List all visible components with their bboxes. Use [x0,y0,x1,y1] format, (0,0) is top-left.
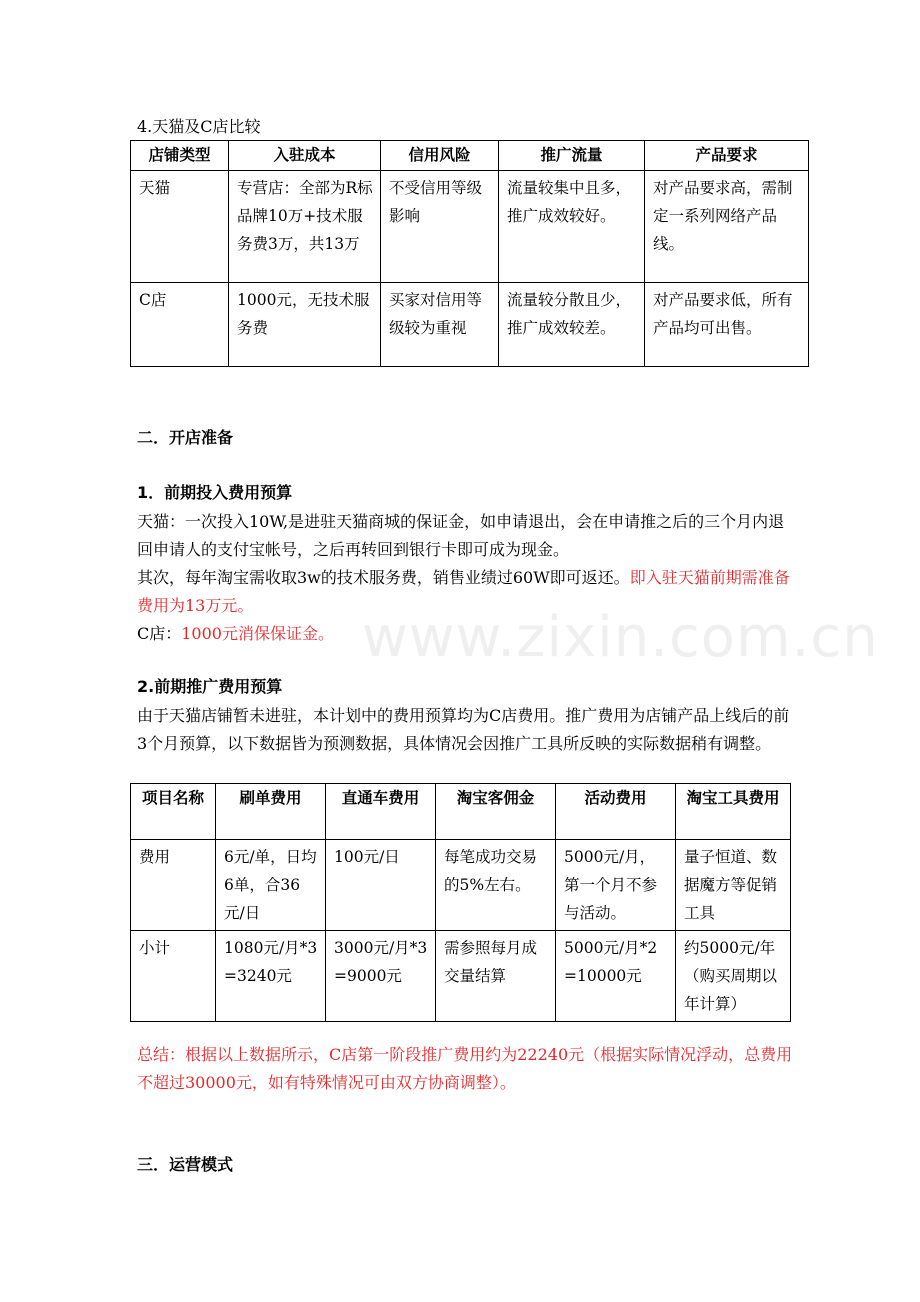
sub1-p2-highlight: 即入驻天猫前期需准备费用为13万元。 [137,568,790,615]
header-cell: 活动费用 [556,784,676,840]
header-cell: 信用风险 [381,141,499,171]
table-cell: C店 [131,283,229,367]
table-cell: 流量较分散且少，推广成效较差。 [499,283,645,367]
table-cell: 量子恒道、数据魔方等促销工具 [676,840,791,931]
table-cell: 小计 [131,931,216,1022]
table-row [131,931,791,1022]
table-cell: 6元/单，日均6单，合36元/日 [216,840,326,931]
budget-header-row [131,784,791,840]
summary-paragraph: 总结：根据以上数据所示，C店第一阶段推广费用约为22240元（根据实际情况浮动，总费用不超过30000元，如有特殊情况可由双方协商调整）。 [137,1045,793,1092]
table-cell: 对产品要求低，所有产品均可出售。 [645,283,809,367]
table-cell: 买家对信用等级较为重视 [381,283,499,367]
table-cell: 5000元/月，第一个月不参与活动。 [556,840,676,931]
sub1-paragraph-1: 天猫：一次投入10W,是进驻天猫商城的保证金，如申请退出，会在申请推之后的三个月内退回申请人的支付宝帐号，之后再转回到银行卡即可成为现金。 [137,512,785,559]
table-cell: 约5000元/年（购买周期以年计算） [676,931,791,1022]
table-cell: 专营店：全部为R标品牌10万+技术服务费3万，共13万 [229,171,381,283]
table-row [131,840,791,931]
table-cell: 天猫 [131,171,229,283]
header-cell: 入驻成本 [229,141,381,171]
table-cell: 费用 [131,840,216,931]
budget-table [130,783,791,1022]
table-row [131,283,809,367]
watermark-text: www.zixin.com.cn [362,605,879,670]
table-cell: 需参照每月成交量结算 [436,931,556,1022]
sub2-title: 2.前期推广费用预算 [137,677,283,696]
table-row [131,171,809,283]
table-cell: 1000元，无技术服务费 [229,283,381,367]
section2-title: 二．开店准备 [137,428,234,447]
table-cell: 流量较集中且多，推广成效较好。 [499,171,645,283]
header-cell: 项目名称 [131,784,216,840]
header-cell: 直通车费用 [326,784,436,840]
header-cell: 推广流量 [499,141,645,171]
sub1-p3-highlight: 1000元消保保证金。 [181,624,334,643]
header-cell: 淘宝工具费用 [676,784,791,840]
sub1-paragraph-3 [137,620,797,648]
sub1-title: 1．前期投入费用预算 [137,483,293,502]
section3-title: 三．运营模式 [137,1155,234,1174]
table-cell: 1080元/月*3=3240元 [216,931,326,1022]
header-cell: 店铺类型 [131,141,229,171]
table-cell: 不受信用等级影响 [381,171,499,283]
header-cell: 产品要求 [645,141,809,171]
table-cell: 3000元/月*3=9000元 [326,931,436,1022]
compare-title: 4.天猫及C店比较 [137,117,261,136]
sub2-paragraph-1: 由于天猫店铺暂未进驻，本计划中的费用预算均为C店费用。推广费用为店铺产品上线后的前3个月预算，以下数据皆为预测数据，具体情况会因推广工具所反映的实际数据稍有调整。 [137,706,790,753]
sub1-p2-text: 其次，每年淘宝需收取3w的技术服务费，销售业绩过60W即可返还。 [137,568,630,587]
table-cell: 每笔成功交易的5%左右。 [436,840,556,931]
header-cell: 淘宝客佣金 [436,784,556,840]
table-cell: 5000元/月*2=10000元 [556,931,676,1022]
compare-table [130,140,809,367]
table-cell: 100元/日 [326,840,436,931]
sub1-p3-text: C店： [137,624,182,643]
compare-header-row [131,141,809,171]
table-cell: 对产品要求高，需制定一系列网络产品线。 [645,171,809,283]
sub1-paragraph-2 [137,564,797,620]
header-cell: 刷单费用 [216,784,326,840]
